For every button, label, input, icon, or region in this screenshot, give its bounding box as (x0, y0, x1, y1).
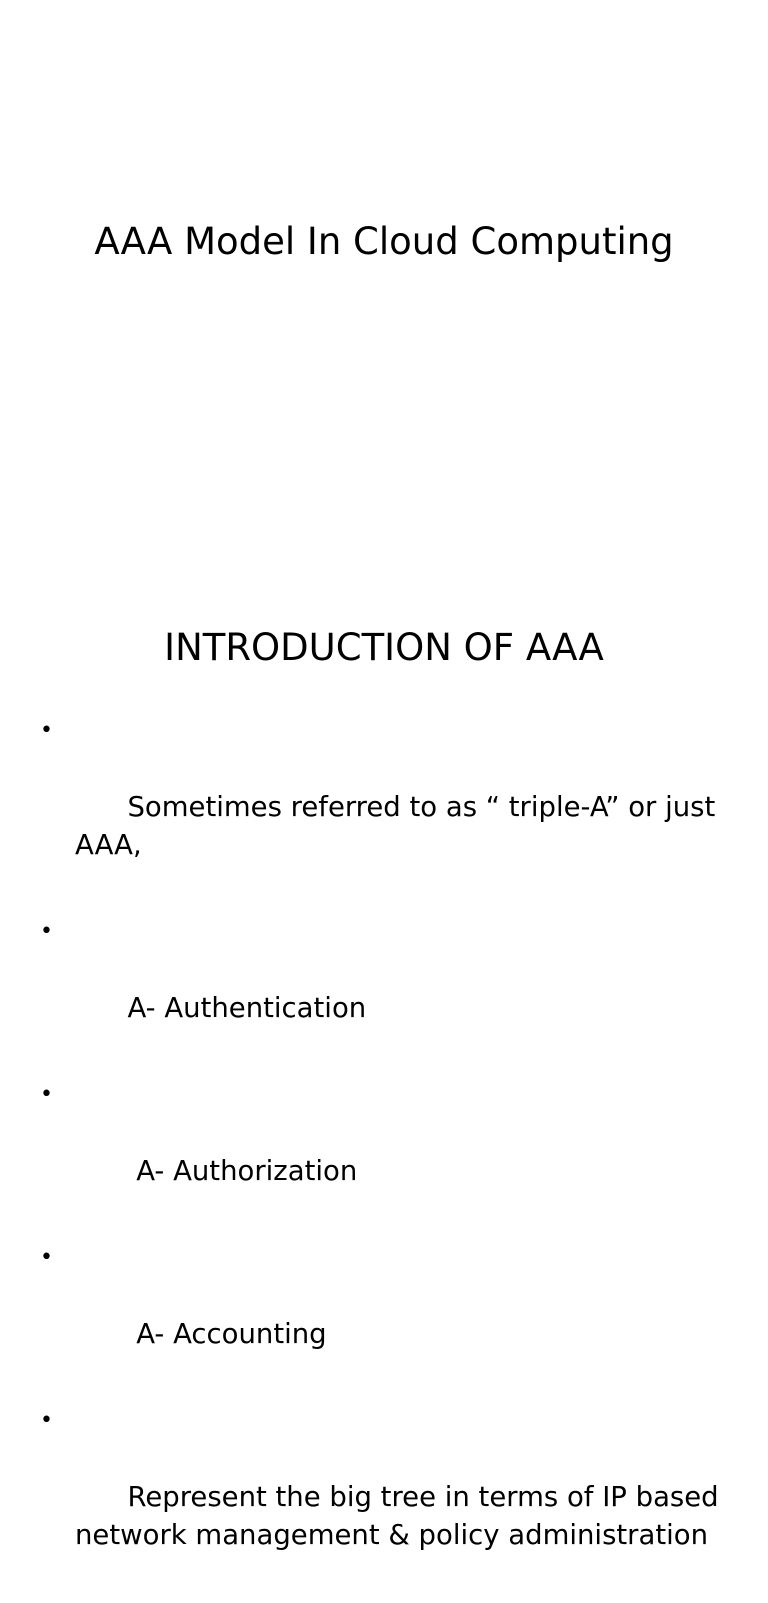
bullet-item (0, 1076, 768, 1228)
title-slide (0, 0, 768, 576)
slide-heading: INTRODUCTION OF AAA (164, 626, 604, 669)
bullet-text: A- Accounting (127, 1318, 327, 1350)
slide-title: AAA Model In Cloud Computing (94, 220, 674, 263)
bullet-text: A- Authentication (127, 992, 367, 1024)
bullet-text: A- Authorization (127, 1155, 358, 1187)
bullet-icon: • (40, 919, 53, 944)
bullet-item (0, 1239, 768, 1391)
bullet-list (0, 712, 768, 1603)
bullet-text: Represent the big tree in terms of IP based network management & policy administration (75, 1481, 728, 1551)
bullet-icon: • (40, 1245, 53, 1270)
content-slide (0, 576, 768, 1551)
bullet-item (0, 712, 768, 902)
bullet-item (0, 1402, 768, 1592)
bullet-icon: • (40, 718, 53, 743)
bullet-text: Sometimes referred to as “ triple-A” or just AAA, (75, 791, 725, 861)
bullet-icon: • (40, 1082, 53, 1107)
bullet-item (0, 913, 768, 1065)
bullet-icon: • (40, 1408, 53, 1433)
